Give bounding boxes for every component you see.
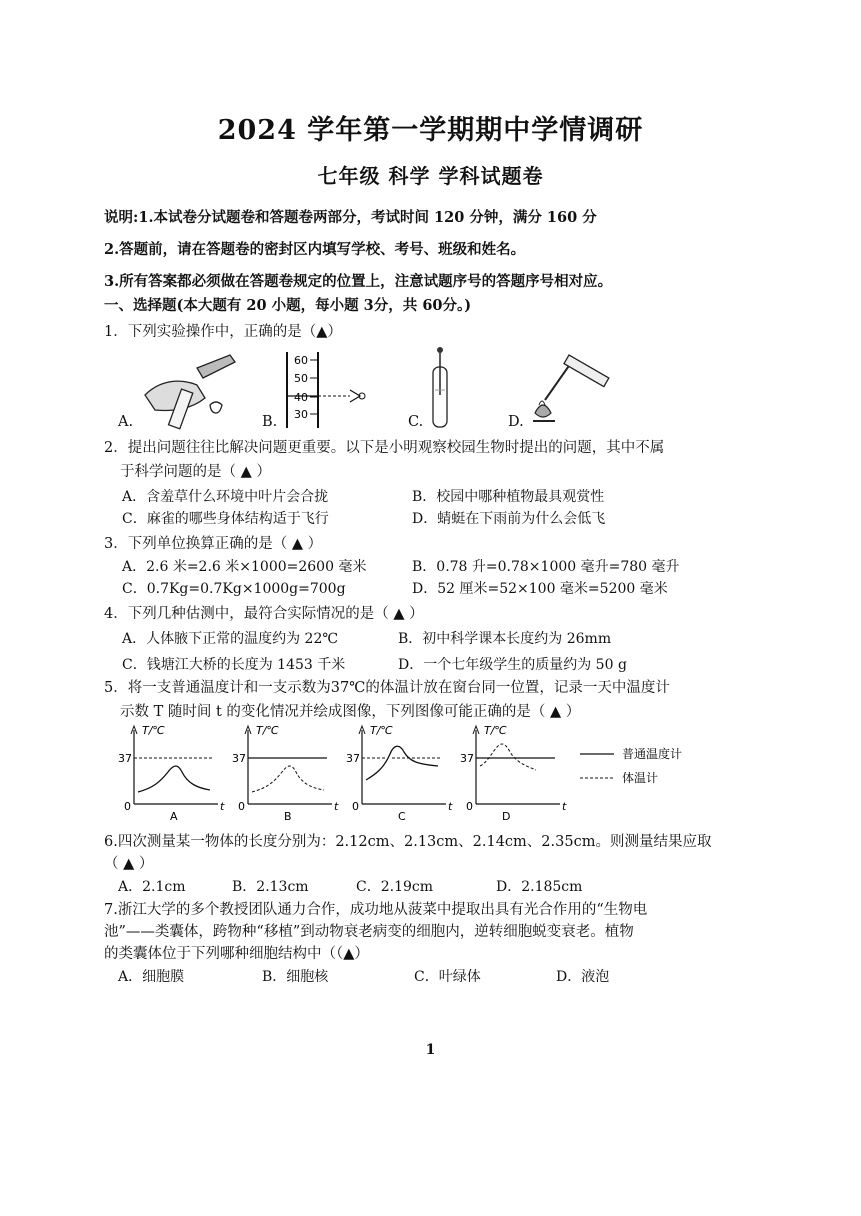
tick-37: 37	[346, 752, 360, 765]
q3-option-d: D．52 厘米=52×100 毫米=5200 毫米	[412, 581, 668, 597]
q3-option-b: B．0.78 升=0.78×1000 毫升=780 毫升	[412, 559, 680, 575]
q2-option-c: C．麻雀的哪些身体结构适于飞行	[122, 511, 329, 527]
q7-option-b: B．细胞核	[262, 969, 329, 985]
q7-stem-1: 7.浙江大学的多个教授团队通力合作，成功地从菠菜中提取出具有光合作用的“生物电	[104, 902, 648, 918]
q3-option-c: C．0.7Kg=0.7Kg×1000g=700g	[122, 581, 346, 597]
q1-label-c: C.	[408, 414, 424, 430]
origin-label: 0	[238, 800, 245, 813]
y-axis-label: T/℃	[370, 724, 393, 737]
section-heading: 一、选择题(本大题有 20 小题，每小题 3分，共 60分。)	[104, 297, 472, 314]
q5-stem-1: 5．将一支普通温度计和一支示数为37℃的体温计放在窗台同一位置，记录一天中温度计	[104, 680, 670, 696]
origin-label: 0	[124, 800, 131, 813]
instruction-1: 说明:1.本试卷分试题卷和答题卷两部分，考试时间 120 分钟，满分 160 分	[104, 209, 597, 226]
tick-37: 37	[118, 752, 132, 765]
q1-label-a: A.	[118, 414, 134, 430]
x-axis-label: t	[448, 800, 453, 813]
q4-option-a: A．人体腋下正常的温度约为 22℃	[122, 631, 339, 647]
origin-label: 0	[352, 800, 359, 813]
cylinder-tick-50: 50	[294, 372, 308, 385]
q6-option-c: C．2.19cm	[356, 879, 433, 895]
y-axis-label: T/℃	[256, 724, 279, 737]
page-subtitle: 七年级 科学 学科试题卷	[317, 164, 544, 188]
tick-37: 37	[460, 752, 474, 765]
graph-label-d: D	[502, 810, 511, 823]
q2-stem-1: 2．提出问题往往比解决问题更重要。以下是小明观察校园生物时提出的问题，其中不属	[104, 440, 665, 456]
q6-stem-1: 6.四次测量某一物体的长度分别为：2.12cm、2.13cm、2.14cm、2.35cm。则测量结果应取	[104, 834, 712, 850]
q5-stem-2: 示数 T 随时间 t 的变化情况并绘成图像，下列图像可能正确的是（ ▲ ）	[120, 704, 581, 720]
x-axis-label: t	[562, 800, 567, 813]
instruction-3: 3.所有答案都必须做在答题卷规定的位置上，注意试题序号的答题序号相对应。	[104, 273, 613, 290]
x-axis-label: t	[220, 800, 225, 813]
q1-image-c	[425, 345, 455, 430]
q7-option-c: C．叶绿体	[414, 969, 481, 985]
tick-37: 37	[232, 752, 246, 765]
q5-graph-a	[118, 722, 230, 822]
graph-label-a: A	[170, 810, 178, 823]
q4-option-b: B．初中科学课本长度约为 26mm	[398, 631, 612, 647]
q6-option-d: D．2.185cm	[496, 879, 583, 895]
cylinder-tick-60: 60	[294, 354, 308, 367]
cylinder-tick-30: 30	[294, 408, 308, 421]
q7-option-d: D．液泡	[556, 969, 610, 985]
q3-option-a: A．2.6 米=2.6 米×1000=2600 毫米	[122, 559, 367, 575]
q6-stem-2: （ ▲ ）	[104, 856, 154, 872]
q6-option-a: A．2.1cm	[118, 879, 186, 895]
q2-option-b: B．校园中哪种植物最具观赏性	[412, 489, 605, 505]
q4-option-d: D．一个七年级学生的质量约为 50 g	[398, 657, 627, 673]
x-axis-label: t	[334, 800, 339, 813]
instruction-2: 2.答题前，请在答题卷的密封区内填写学校、考号、班级和姓名。	[104, 241, 526, 258]
page-title: 2024 学年第一学期期中学情调研	[217, 115, 644, 146]
q7-stem-3: 的类囊体位于下列哪种细胞结构中（（▲）	[104, 946, 369, 962]
origin-label: 0	[466, 800, 473, 813]
q1-label-d: D.	[508, 414, 524, 430]
legend-normal-thermometer: 普通温度计	[622, 747, 683, 761]
q3-stem: 3．下列单位换算正确的是（ ▲ ）	[104, 536, 323, 552]
q5-legend	[578, 742, 718, 792]
q2-option-a: A．含羞草什么环境中叶片会合拢	[122, 489, 329, 505]
q4-option-c: C．钱塘江大桥的长度为 1453 千米	[122, 657, 346, 673]
q7-option-a: A．细胞膜	[118, 969, 185, 985]
y-axis-label: T/℃	[142, 724, 165, 737]
q5-graph-d	[460, 722, 572, 822]
q1-image-a	[135, 350, 245, 430]
q5-graph-b	[232, 722, 344, 822]
q2-stem-2: 于科学问题的是（ ▲ ）	[120, 464, 271, 480]
q5-graph-c	[346, 722, 458, 822]
page-number: 1	[425, 1042, 436, 1058]
q4-stem: 4．下列几种估测中，最符合实际情况的是（ ▲ ）	[104, 606, 424, 622]
q7-stem-2: 池”——类囊体，跨物种“移植”到动物衰老病变的细胞内，逆转细胞蜕变衰老。植物	[104, 924, 634, 940]
legend-clinical-thermometer: 体温计	[622, 771, 659, 785]
graph-label-b: B	[284, 810, 292, 823]
graph-label-c: C	[398, 810, 406, 823]
y-axis-label: T/℃	[484, 724, 507, 737]
q6-option-b: B．2.13cm	[232, 879, 309, 895]
q1-stem: 1．下列实验操作中，正确的是（▲）	[104, 324, 342, 340]
q1-image-d	[525, 345, 620, 430]
q2-option-d: D．蜻蜓在下雨前为什么会低飞	[412, 511, 606, 527]
cylinder-tick-40: 40	[294, 391, 308, 404]
q1-image-b	[282, 350, 372, 430]
q1-label-b: B.	[262, 414, 278, 430]
